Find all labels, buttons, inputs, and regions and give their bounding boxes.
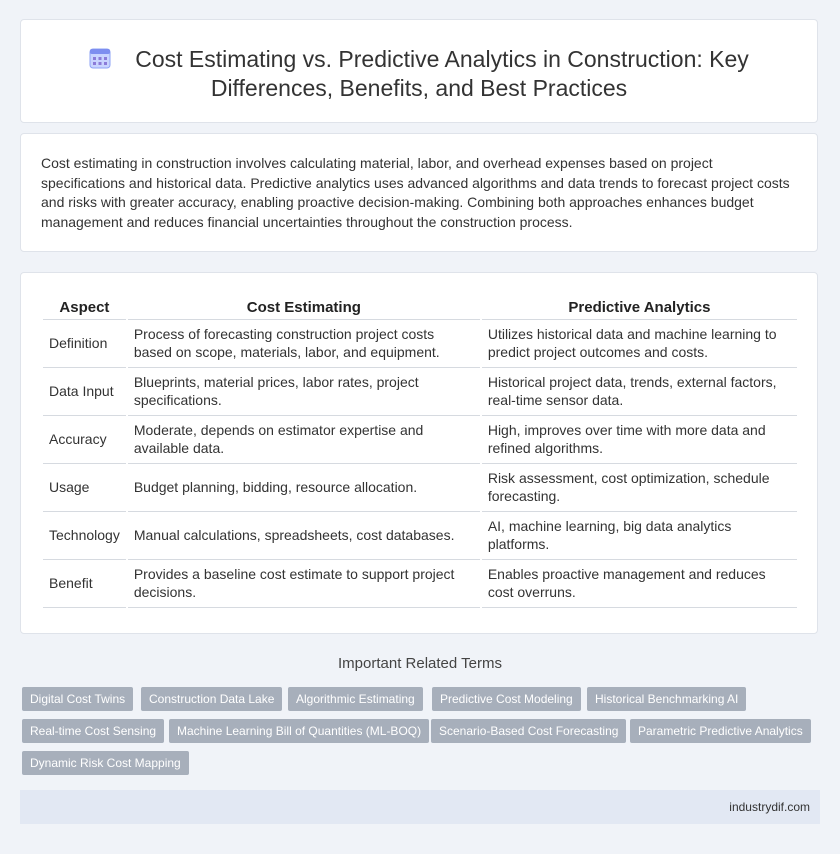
predictive-analytics-cell: High, improves over time with more data and refined algorithms.: [482, 416, 797, 464]
calendar-icon: [89, 47, 111, 69]
predictive-analytics-cell: AI, machine learning, big data analytics platforms.: [482, 512, 797, 560]
tag-parametric-predictive-analytics[interactable]: Parametric Predictive Analytics: [630, 719, 811, 743]
related-terms-title: Important Related Terms: [338, 655, 502, 672]
predictive-analytics-cell: Utilizes historical data and machine learning to predict project outcomes and costs.: [482, 320, 797, 368]
footer: [20, 790, 820, 824]
cost-estimating-cell: Blueprints, material prices, labor rates, project specifications.: [128, 368, 480, 416]
cost-estimating-cell: Process of forecasting construction project costs based on scope, materials, labor, and equipment.: [128, 320, 480, 368]
title-line-1: Cost Estimating vs. Predictive Analytics in Construction: Key: [135, 46, 749, 72]
table-row: [43, 512, 797, 560]
header-cost-estimating: Cost Estimating: [128, 295, 480, 320]
intro-card: [20, 133, 818, 252]
aspect-cell: Data Input: [43, 368, 126, 416]
cost-estimating-cell: Provides a baseline cost estimate to support project decisions.: [128, 560, 480, 608]
aspect-cell: Usage: [43, 464, 126, 512]
table-row: [43, 560, 797, 608]
tag-predictive-cost-modeling[interactable]: Predictive Cost Modeling: [432, 687, 581, 711]
tag-historical-benchmarking-ai[interactable]: Historical Benchmarking AI: [587, 687, 746, 711]
tag-algorithmic-estimating[interactable]: Algorithmic Estimating: [288, 687, 423, 711]
intro-paragraph: Cost estimating in construction involves calculating material, labor, and overhead expenses based on project specifications and historical data. Predictive analytics uses advanced algorithms and data trends to forecast project costs and risks with greater accuracy, enabling proactive decision-making. Combining both approaches enhances budget management and reduces financial uncertainties throughout the construction process.: [41, 155, 790, 230]
table-row: [43, 416, 797, 464]
cost-estimating-cell: Moderate, depends on estimator expertise and available data.: [128, 416, 480, 464]
tag-scenario-based-cost-forecasting[interactable]: Scenario-Based Cost Forecasting: [431, 719, 626, 743]
table-row: [43, 320, 797, 368]
cost-estimating-cell: Manual calculations, spreadsheets, cost databases.: [128, 512, 480, 560]
title-card: [20, 19, 818, 123]
aspect-cell: Benefit: [43, 560, 126, 608]
title-line-2: Differences, Benefits, and Best Practices: [210, 75, 628, 101]
aspect-cell: Technology: [43, 512, 126, 560]
cost-estimating-cell: Budget planning, bidding, resource allocation.: [128, 464, 480, 512]
tag-construction-data-lake[interactable]: Construction Data Lake: [141, 687, 282, 711]
comparison-card: [20, 272, 818, 634]
aspect-cell: Accuracy: [43, 416, 126, 464]
tag-ml-boq[interactable]: Machine Learning Bill of Quantities (ML-BOQ): [169, 719, 429, 743]
tag-dynamic-risk-cost-mapping[interactable]: Dynamic Risk Cost Mapping: [22, 751, 189, 775]
table-row: [43, 464, 797, 512]
predictive-analytics-cell: Historical project data, trends, external factors, real-time sensor data.: [482, 368, 797, 416]
footer-site[interactable]: industrydif.com: [729, 800, 810, 814]
header-aspect: Aspect: [43, 295, 126, 320]
tag-real-time-cost-sensing[interactable]: Real-time Cost Sensing: [22, 719, 164, 743]
tag-digital-cost-twins[interactable]: Digital Cost Twins: [22, 687, 133, 711]
predictive-analytics-cell: Enables proactive management and reduces cost overruns.: [482, 560, 797, 608]
comparison-table: [41, 295, 799, 608]
predictive-analytics-cell: Risk assessment, cost optimization, schedule forecasting.: [482, 464, 797, 512]
table-header-row: [43, 295, 797, 320]
table-row: [43, 368, 797, 416]
header-predictive-analytics: Predictive Analytics: [482, 295, 797, 320]
page-title: [21, 45, 817, 103]
aspect-cell: Definition: [43, 320, 126, 368]
